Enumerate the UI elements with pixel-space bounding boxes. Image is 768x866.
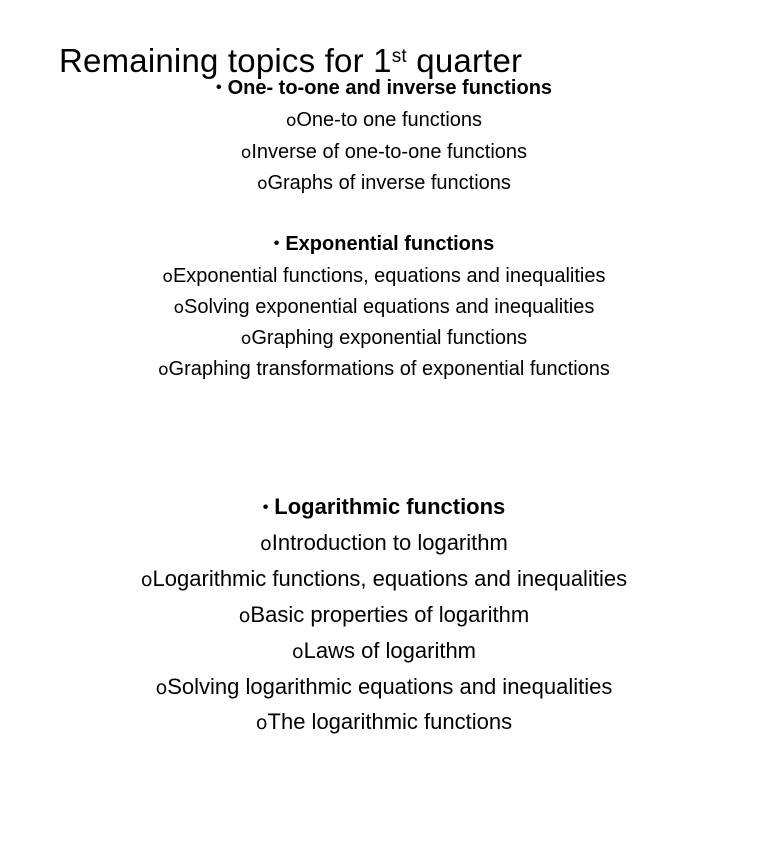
circle-bullet-icon: o: [285, 111, 297, 131]
title-suffix: quarter: [406, 42, 523, 79]
list-item-text: Solving exponential equations and inequalities: [184, 296, 595, 318]
section-heading-text: One- to-one and inverse functions: [227, 77, 553, 99]
list-item: [0, 141, 768, 164]
list-item-text: Introduction to logarithm: [271, 530, 508, 555]
list-item-text: Graphing exponential functions: [251, 327, 528, 349]
list-item: [0, 638, 768, 664]
list-item: [0, 265, 768, 288]
list-item-text: Inverse of one-to-one functions: [251, 141, 528, 163]
list-item-text: Laws of logarithm: [303, 638, 477, 663]
circle-bullet-icon: o: [240, 143, 252, 163]
list-item-text: Solving logarithmic equations and inequalities: [167, 674, 613, 699]
list-item-text: Logarithmic functions, equations and inequalities: [152, 566, 628, 591]
circle-bullet-icon: o: [173, 298, 185, 318]
circle-bullet-icon: o: [238, 605, 251, 627]
list-item: [0, 296, 768, 319]
list-item: [0, 674, 768, 700]
title-text: Remaining topics for 1: [59, 42, 392, 79]
circle-bullet-icon: o: [140, 569, 153, 591]
bullet-icon: •: [262, 499, 269, 516]
circle-bullet-icon: o: [255, 712, 268, 734]
list-item-text: Graphs of inverse functions: [267, 172, 511, 194]
list-item: [0, 602, 768, 628]
circle-bullet-icon: o: [155, 677, 168, 699]
slide-title: [59, 41, 522, 81]
circle-bullet-icon: o: [257, 174, 268, 194]
circle-bullet-icon: o: [162, 267, 173, 287]
circle-bullet-icon: o: [158, 360, 169, 380]
title-superscript: st: [391, 46, 407, 67]
list-item: [0, 358, 768, 381]
bullet-icon: •: [215, 79, 222, 96]
list-item-text: Exponential functions, equations and inequalities: [172, 265, 606, 287]
list-item: [0, 327, 768, 350]
circle-bullet-icon: o: [260, 533, 272, 555]
list-item-text: Graphing transformations of exponential functions: [168, 358, 610, 380]
list-item: [0, 530, 768, 556]
list-item: [0, 109, 768, 132]
list-item: [0, 709, 768, 735]
circle-bullet-icon: o: [291, 641, 304, 663]
section-heading-exponential: [0, 233, 768, 256]
list-item-text: One-to one functions: [296, 109, 483, 131]
section-heading-text: Logarithmic functions: [274, 494, 506, 519]
list-item-text: The logarithmic functions: [267, 709, 513, 734]
section-heading-logarithmic: [0, 494, 768, 520]
list-item: [0, 566, 768, 592]
list-item-text: Basic properties of logarithm: [250, 602, 530, 627]
bullet-icon: •: [273, 235, 280, 252]
list-item: [0, 172, 768, 195]
circle-bullet-icon: o: [240, 329, 252, 349]
section-heading-text: Exponential functions: [285, 233, 495, 255]
section-heading-one-to-one: [0, 77, 768, 100]
